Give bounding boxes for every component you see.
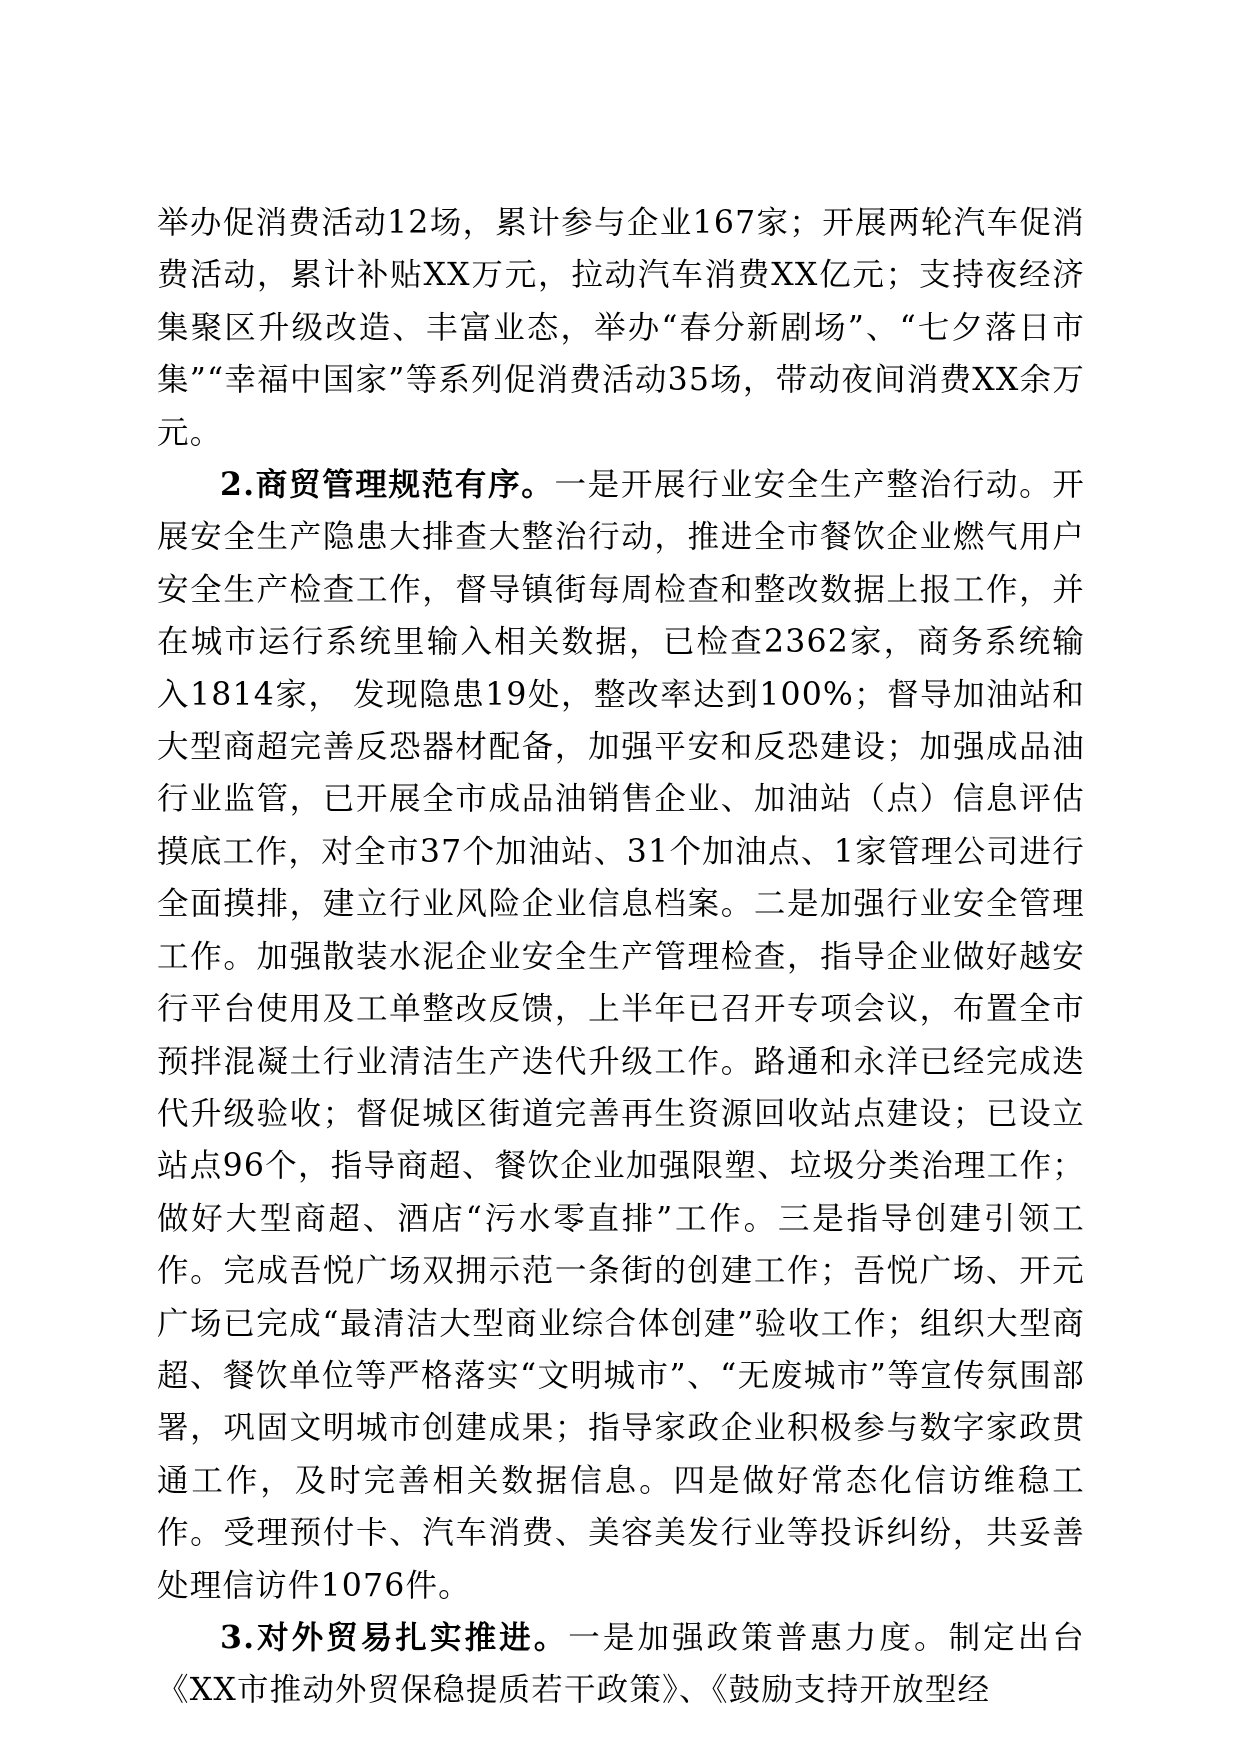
- section-heading-trade-management: 2.商贸管理规范有序。: [220, 466, 555, 504]
- paragraph-text: 一是加强政策普惠力度。制定出台《XX市推动外贸保稳提质若干政策》、《鼓励支持开放型经: [157, 1619, 1085, 1709]
- paragraph-text: 举办促消费活动12场，累计参与企业167家；开展两轮汽车促消费活动，累计补贴XX万元，拉动汽车消费XX亿元；支持夜经济集聚区升级改造、丰富业态，举办“春分新剧场”、“七夕落日市集”“幸福中国家”等系列促消费活动35场，带动夜间消费XX余万元。: [157, 205, 1085, 451]
- paragraph-trade-management: [157, 459, 1085, 1612]
- paragraph-consumption-activities: [157, 197, 1085, 459]
- section-heading-foreign-trade: 3.对外贸易扎实推进。: [220, 1618, 569, 1656]
- paragraph-text: 一是开展行业安全生产整治行动。开展安全生产隐患大排查大整治行动，推进全市餐饮企业燃气用户安全生产检查工作，督导镇街每周检查和整改数据上报工作，并在城市运行系统里输入相关数据，已检查2362家，商务系统输入1814家， 发现隐患19处，整改率达到100%；督导加油站和大型商超完善反恐器材配备，加强平安和反恐建设；加强成品油行业监管，已开展全市成品油销售企业、加油站（点）信息评估摸底工作，对全市37个加油站、31个加油点、1家管理公司进行全面摸排，建立行业风险企业信息档案。二是加强行业安全管理工作。加强散装水泥企业安全生产管理检查，指导企业做好越安行平台使用及工单整改反馈，上半年已召开专项会议，布置全市预拌混凝土行业清洁生产迭代升级工作。路通和永洋已经完成迭代升级验收；督促城区街道完善再生资源回收站点建设；已设立站点96个，指导商超、餐饮企业加强限塑、垃圾分类治理工作；做好大型商超、酒店“污水零直排”工作。三是指导创建引领工作。完成吾悦广场双拥示范一条街的创建工作；吾悦广场、开元广场已完成“最清洁大型商业综合体创建”验收工作；组织大型商超、餐饮单位等严格落实“文明城市”、“无废城市”等宣传氛围部署，巩固文明城市创建成果；指导家政企业积极参与数字家政贯通工作，及时完善相关数据信息。四是做好常态化信访维稳工作。受理预付卡、汽车消费、美容美发行业等投诉纠纷，共妥善处理信访件1076件。: [157, 467, 1085, 1604]
- paragraph-foreign-trade: [157, 1612, 1085, 1717]
- document-page: [157, 197, 1085, 1717]
